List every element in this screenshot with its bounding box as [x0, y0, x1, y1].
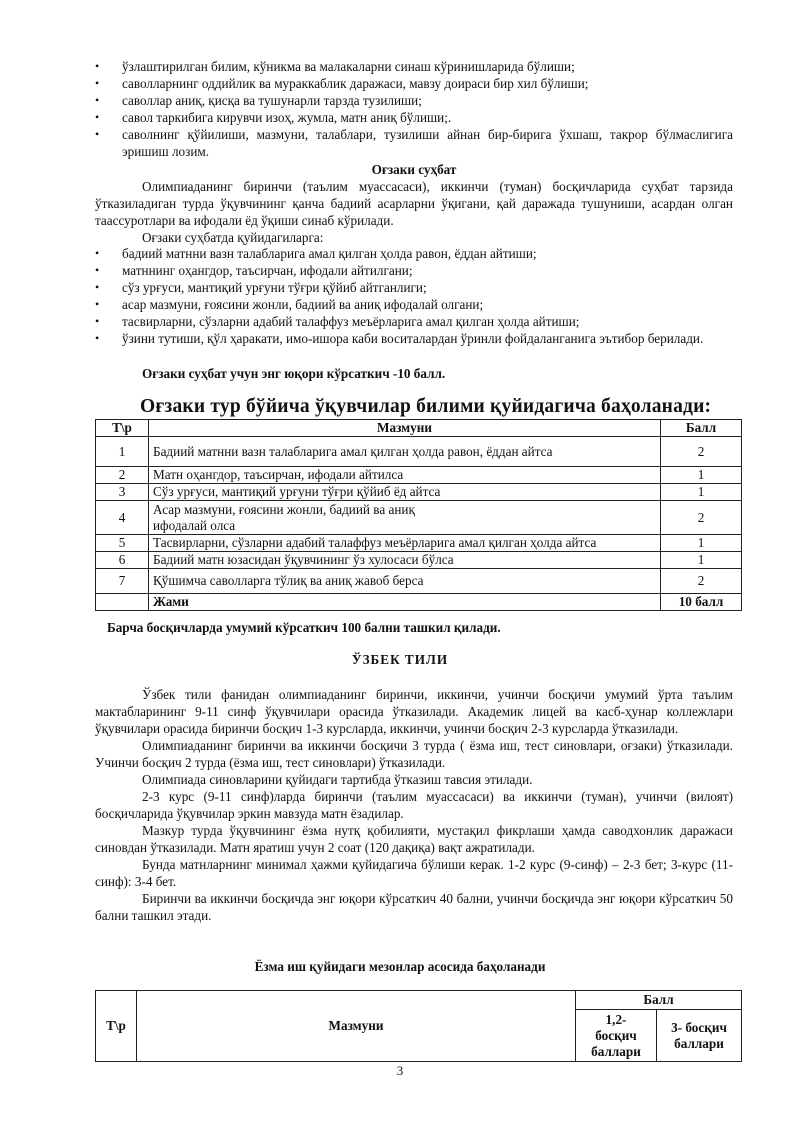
- bullet-icon: •: [95, 93, 100, 107]
- bullet-icon: •: [95, 280, 100, 294]
- table-row: [96, 552, 742, 569]
- bullet-text: матннинг оҳангдор, таъсирчан, ифодали айтилгани;: [122, 263, 413, 278]
- row-content: Қўшимча саволларга тўлиқ ва аниқ жавоб берса: [149, 569, 661, 594]
- row-number: 3: [96, 484, 149, 501]
- col-content-header: Мазмуни: [137, 991, 576, 1062]
- bullet-icon: •: [95, 246, 100, 260]
- table-row: [96, 467, 742, 484]
- row-score: 2: [661, 437, 742, 467]
- oral-criterion-item: [95, 296, 733, 313]
- table-row: [96, 501, 742, 535]
- row-score: 1: [661, 467, 742, 484]
- row-number: 7: [96, 569, 149, 594]
- bullet-icon: •: [95, 110, 100, 124]
- col-number-header: Т\р: [96, 991, 137, 1062]
- oral-criterion-item: [95, 279, 733, 296]
- bullet-text: саволлар аниқ, қисқа ва тушунарли тарзда тузилиши;: [122, 93, 422, 108]
- oral-criteria-list: [95, 245, 733, 347]
- oral-grading-table: [95, 419, 742, 611]
- total-label: Жами: [149, 594, 661, 611]
- table-row: [96, 484, 742, 501]
- bullet-icon: •: [95, 314, 100, 328]
- uzbek-paragraph: Бунда матнларнинг минимал ҳажми қуйидагича бўлиши керак. 1-2 курс (9-синф) – 2-3 бет; 3-курс (11-синф): 3-4 бет.: [95, 857, 733, 889]
- oral-criterion-item: [95, 313, 733, 330]
- row-score: 2: [661, 569, 742, 594]
- requirements-list: [95, 58, 733, 160]
- bullet-text: ўзини тутиши, қўл ҳаракати, имо-ишора каби воситалардан ўринли фойдаланганига эътибор берилади.: [122, 331, 704, 346]
- bullet-text: саволнинг қўйилиши, мазмуни, талаблари, тузилиши айнан бир-бирига ўхшаш, такрор бўлмаслигига эришиш лозим.: [122, 127, 733, 159]
- row-content: Бадиий матн юзасидан ўқувчининг ўз хулосаси бўлса: [149, 552, 661, 569]
- col-score-header: Балл: [576, 991, 742, 1010]
- col-number-header: Т\р: [96, 420, 149, 437]
- page-number: 3: [396, 1063, 404, 1078]
- bullet-icon: •: [95, 59, 100, 73]
- uzbek-paragraph: Биринчи ва иккинчи босқичда энг юқори кўрсаткич 40 бални, учинчи босқичда энг юқори кўрсаткич 50 бални ташкил этади.: [95, 891, 733, 923]
- requirement-item: [95, 75, 733, 92]
- bullet-icon: •: [95, 331, 100, 345]
- bullet-text: бадиий матнни вазн талабларига амал қилган ҳолда равон, ёддан айтиши;: [122, 246, 537, 261]
- row-number: 4: [96, 501, 149, 535]
- table-row: [96, 437, 742, 467]
- bullet-icon: •: [95, 127, 100, 141]
- requirement-item: [95, 58, 733, 75]
- row-number: 1: [96, 437, 149, 467]
- row-content: Сўз урғуси, мантиқий урғуни тўғри қўйиб ёд айтса: [149, 484, 661, 501]
- written-table-title: Ёзма иш қуйидаги мезонлар асосида баҳоланади: [254, 959, 546, 974]
- total-value: 10 балл: [661, 594, 742, 611]
- row-content: Матн оҳангдор, таъсирчан, ифодали айтилса: [149, 467, 661, 484]
- row-content: Асар мазмуни, ғоясини жонли, бадиий ва аниқ ифодалай олса: [149, 501, 661, 535]
- overall-summary: Барча босқичларда умумий кўрсаткич 100 бални ташкил қилади.: [107, 620, 501, 635]
- bullet-text: ўзлаштирилган билим, кўникма ва малакаларни синаш кўринишларида бўлиши;: [122, 59, 575, 74]
- uzbek-paragraph: Ўзбек тили фанидан олимпиаданинг биринчи, иккинчи, учинчи босқичи умумий ўрта таълим мактабларининг 9-11 синф ўқувчилари орасида ўтказилади. Академик лицей ва касб-ҳунар коллежлари ўқувчилари орасида биринчи босқич 1-3 курсларда, иккинчи, учинчи босқич 2-3 курсларда ўтказилади.: [95, 687, 733, 736]
- oral-paragraph: Олимпиаданинг биринчи (таълим муассасаси), иккинчи (туман) босқичларида суҳбат тарзида ўтказиладиган турда ўқувчининг қанча бадиий асарларни ўқигани, қай даражада тушуниши, асардан олган таассуротлари ва ифодали ёд ўқиши синаб кўрилади.: [95, 179, 733, 228]
- requirement-item: [95, 126, 733, 160]
- bullet-text: сўз урғуси, мантиқий урғуни тўғри қўйиб айтганлиги;: [122, 280, 427, 295]
- table-row: [96, 569, 742, 594]
- uzbek-paragraph: Олимпиаданинг биринчи ва иккинчи босқичи 3 турда ( ёзма иш, тест синовлари, оғзаки) ўтказилади. Учинчи босқич 2 турда (ёзма иш, тест синовлари) ўтказилади.: [95, 738, 733, 770]
- requirement-item: [95, 109, 733, 126]
- oral-section: [95, 161, 733, 246]
- oral-criterion-item: [95, 245, 733, 262]
- bullet-icon: •: [95, 297, 100, 311]
- row-score: 1: [661, 484, 742, 501]
- bullet-text: саволларнинг оддийлик ва мураккаблик даражаси, мавзу доираси бир хил бўлиши;: [122, 76, 589, 91]
- oral-criterion-item: [95, 330, 733, 347]
- row-score: 1: [661, 535, 742, 552]
- col-content-header: Мазмуни: [149, 420, 661, 437]
- bullet-icon: •: [95, 76, 100, 90]
- row-score: 2: [661, 501, 742, 535]
- col-stage3-header: 3- босқич баллари: [657, 1010, 742, 1062]
- total-empty-cell: [96, 594, 149, 611]
- row-content: Тасвирларни, сўзларни адабий талаффуз меъёрларига амал қилган ҳолда айтса: [149, 535, 661, 552]
- row-number: 2: [96, 467, 149, 484]
- col-stage12-header: 1,2- босқич баллари: [576, 1010, 657, 1062]
- table-header-row: [96, 420, 742, 437]
- uzbek-paragraph: Олимпиада синовларини қуйидаги тартибда ўтказиш тавсия этилади.: [142, 772, 533, 787]
- oral-intro: Оғзаки суҳбатда қуйидагиларга:: [142, 230, 324, 245]
- uzbek-paragraph: 2-3 курс (9-11 синф)ларда биринчи (таълим муассасаси) ва иккинчи (туман), учинчи (вилоят) босқичларида ўқувчилар эркин мавзуда матн ёзадилар.: [95, 789, 733, 821]
- written-grading-table: [95, 990, 742, 1062]
- requirement-item: [95, 92, 733, 109]
- oral-max-score: Оғзаки суҳбат учун энг юқори кўрсаткич -10 балл.: [142, 366, 446, 381]
- oral-heading: Оғзаки суҳбат: [371, 162, 457, 177]
- bullet-text: савол таркибига кирувчи изоҳ, жумла, матн аниқ бўлиши;.: [122, 110, 452, 125]
- oral-criterion-item: [95, 262, 733, 279]
- oral-table-title: Оғзаки тур бўйича ўқувчилар билими қуйидагича баҳоланади:: [140, 396, 712, 417]
- table-total-row: [96, 594, 742, 611]
- bullet-text: тасвирларни, сўзларни адабий талаффуз меъёрларига амал қилган ҳолда айтиши;: [122, 314, 580, 329]
- uzbek-section-title: ЎЗБЕК ТИЛИ: [351, 652, 449, 667]
- table-row: [96, 535, 742, 552]
- row-number: 5: [96, 535, 149, 552]
- row-score: 1: [661, 552, 742, 569]
- uzbek-section-text: [95, 686, 733, 924]
- row-number: 6: [96, 552, 149, 569]
- uzbek-paragraph: Мазкур турда ўқувчининг ёзма нутқ қобилияти, мустақил фикрлаши ҳамда саводхонлик даражаси синовдан ўтказилади. Матн яратиш учун 2 соат (120 дақиқа) вақт ажратилади.: [95, 823, 733, 855]
- row-content: Бадиий матнни вазн талабларига амал қилган ҳолда равон, ёддан айтса: [149, 437, 661, 467]
- col-score-header: Балл: [661, 420, 742, 437]
- bullet-icon: •: [95, 263, 100, 277]
- bullet-text: асар мазмуни, ғоясини жонли, бадиий ва аниқ ифодалай олгани;: [122, 297, 484, 312]
